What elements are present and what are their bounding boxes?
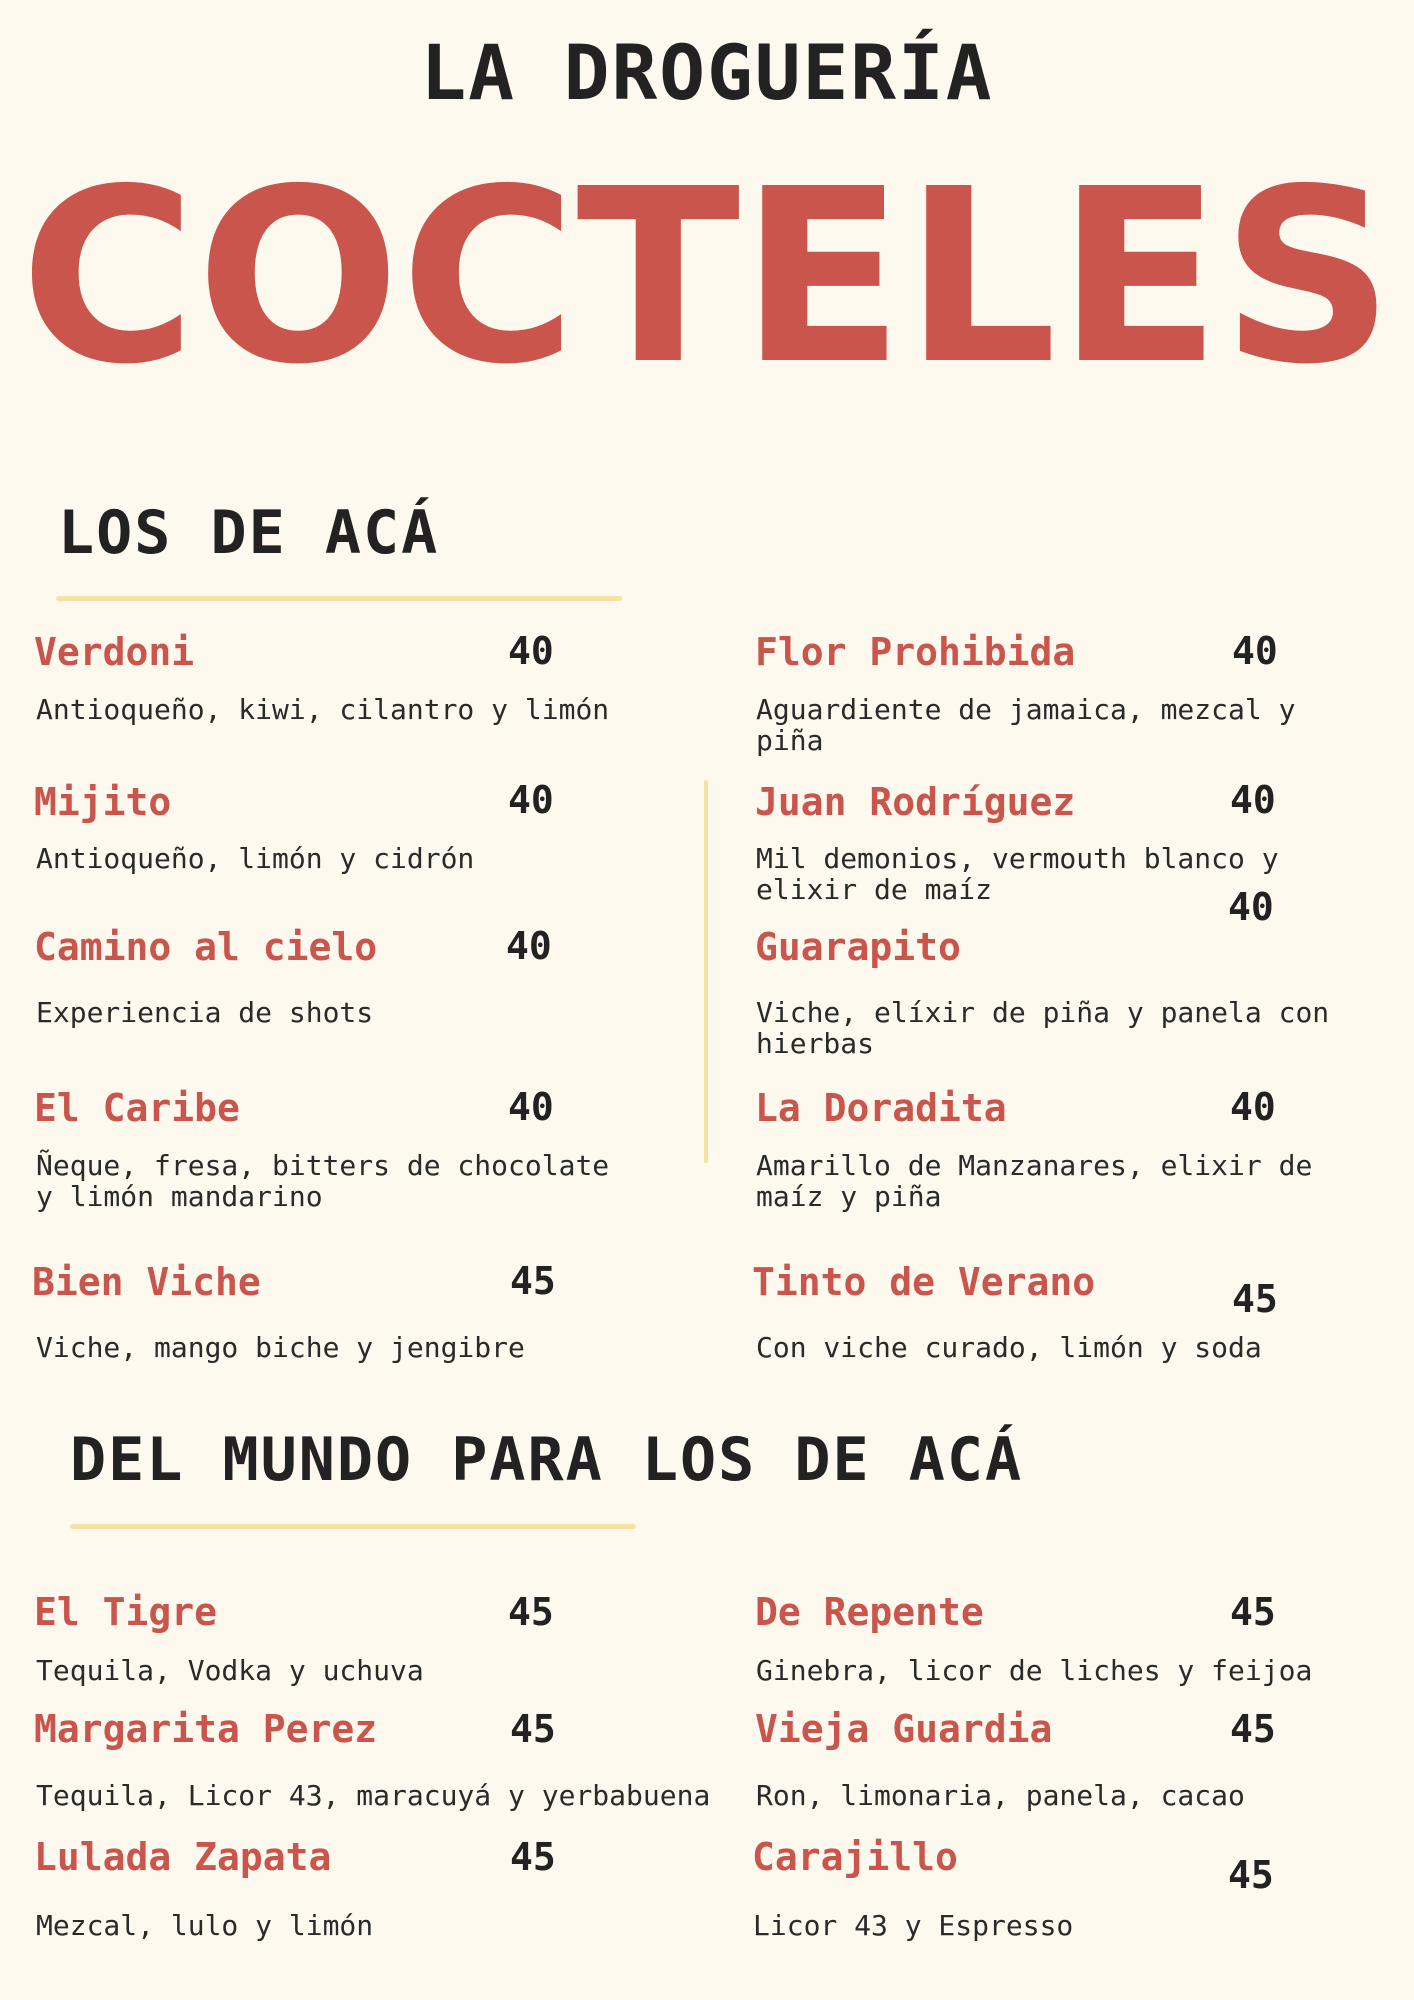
section-underline: [56, 596, 622, 601]
item-description: Con viche curado, limón y soda: [756, 1331, 1262, 1364]
item-name: Tinto de Verano: [752, 1260, 1096, 1304]
item-price: 40: [506, 924, 552, 968]
item-name: El Tigre: [34, 1590, 218, 1634]
item-description: Ñeque, fresa, bitters de chocolate y limón mandarino: [36, 1149, 610, 1213]
menu-subtitle: LA DROGUERÍA: [420, 28, 994, 117]
item-name: Bien Viche: [32, 1260, 261, 1304]
item-name: Verdoni: [34, 630, 195, 674]
item-description: Experiencia de shots: [36, 996, 374, 1029]
item-price: 45: [1228, 1853, 1274, 1897]
item-price: 40: [508, 1085, 554, 1129]
item-name: Margarita Perez: [34, 1707, 378, 1751]
item-name: Guarapito: [755, 925, 961, 969]
item-description: Tequila, Licor 43, maracuyá y yerbabuena: [36, 1779, 711, 1812]
item-price: 40: [508, 778, 554, 822]
item-name: Carajillo: [752, 1835, 958, 1879]
item-price: 40: [1232, 629, 1278, 673]
item-price: 45: [510, 1835, 556, 1879]
item-name: Mijito: [34, 780, 172, 824]
item-description: Ron, limonaria, panela, cacao: [756, 1779, 1245, 1812]
svg-text:COCTELES: COCTELES: [20, 137, 1394, 380]
item-description: Mil demonios, vermouth blanco y elixir de maíz: [756, 842, 1279, 906]
item-description: Viche, elíxir de piña y panela con hierbas: [756, 996, 1330, 1060]
item-price: 40: [1230, 778, 1276, 822]
item-price: 45: [1230, 1590, 1276, 1634]
item-name: Juan Rodríguez: [755, 780, 1076, 824]
item-description: Tequila, Vodka y uchuva: [36, 1654, 424, 1687]
item-description: Aguardiente de jamaica, mezcal y piña: [756, 693, 1296, 757]
item-description: Antioqueño, kiwi, cilantro y limón: [36, 693, 610, 726]
item-name: De Repente: [755, 1590, 984, 1634]
item-description: Mezcal, lulo y limón: [36, 1909, 374, 1942]
item-price: 45: [510, 1259, 556, 1303]
item-name: Camino al cielo: [34, 925, 378, 969]
item-name: Lulada Zapata: [34, 1835, 332, 1879]
item-description: Amarillo de Manzanares, elixir de maíz y piña: [756, 1149, 1313, 1213]
section-heading-del-mundo: DEL MUNDO PARA LOS DE ACÁ: [70, 1425, 1024, 1495]
menu-title: [20, 135, 1394, 380]
item-price: 45: [1232, 1277, 1278, 1321]
item-name: La Doradita: [755, 1086, 1007, 1130]
item-name: Flor Prohibida: [755, 630, 1076, 674]
section-heading-los-de-aca: LOS DE ACÁ: [58, 498, 440, 568]
item-description: Viche, mango biche y jengibre: [36, 1331, 525, 1364]
item-price: 45: [510, 1707, 556, 1751]
column-divider: [704, 780, 708, 1163]
item-price: 40: [1228, 885, 1274, 929]
item-description: Ginebra, licor de liches y feijoa: [756, 1654, 1313, 1687]
item-price: 40: [1230, 1085, 1276, 1129]
item-description: Antioqueño, limón y cidrón: [36, 842, 475, 875]
section-underline: [70, 1524, 636, 1529]
item-price: 40: [508, 629, 554, 673]
item-description: Licor 43 y Espresso: [753, 1909, 1074, 1942]
item-price: 45: [1230, 1707, 1276, 1751]
item-price: 45: [508, 1590, 554, 1634]
item-name: Vieja Guardia: [755, 1707, 1053, 1751]
item-name: El Caribe: [34, 1086, 240, 1130]
